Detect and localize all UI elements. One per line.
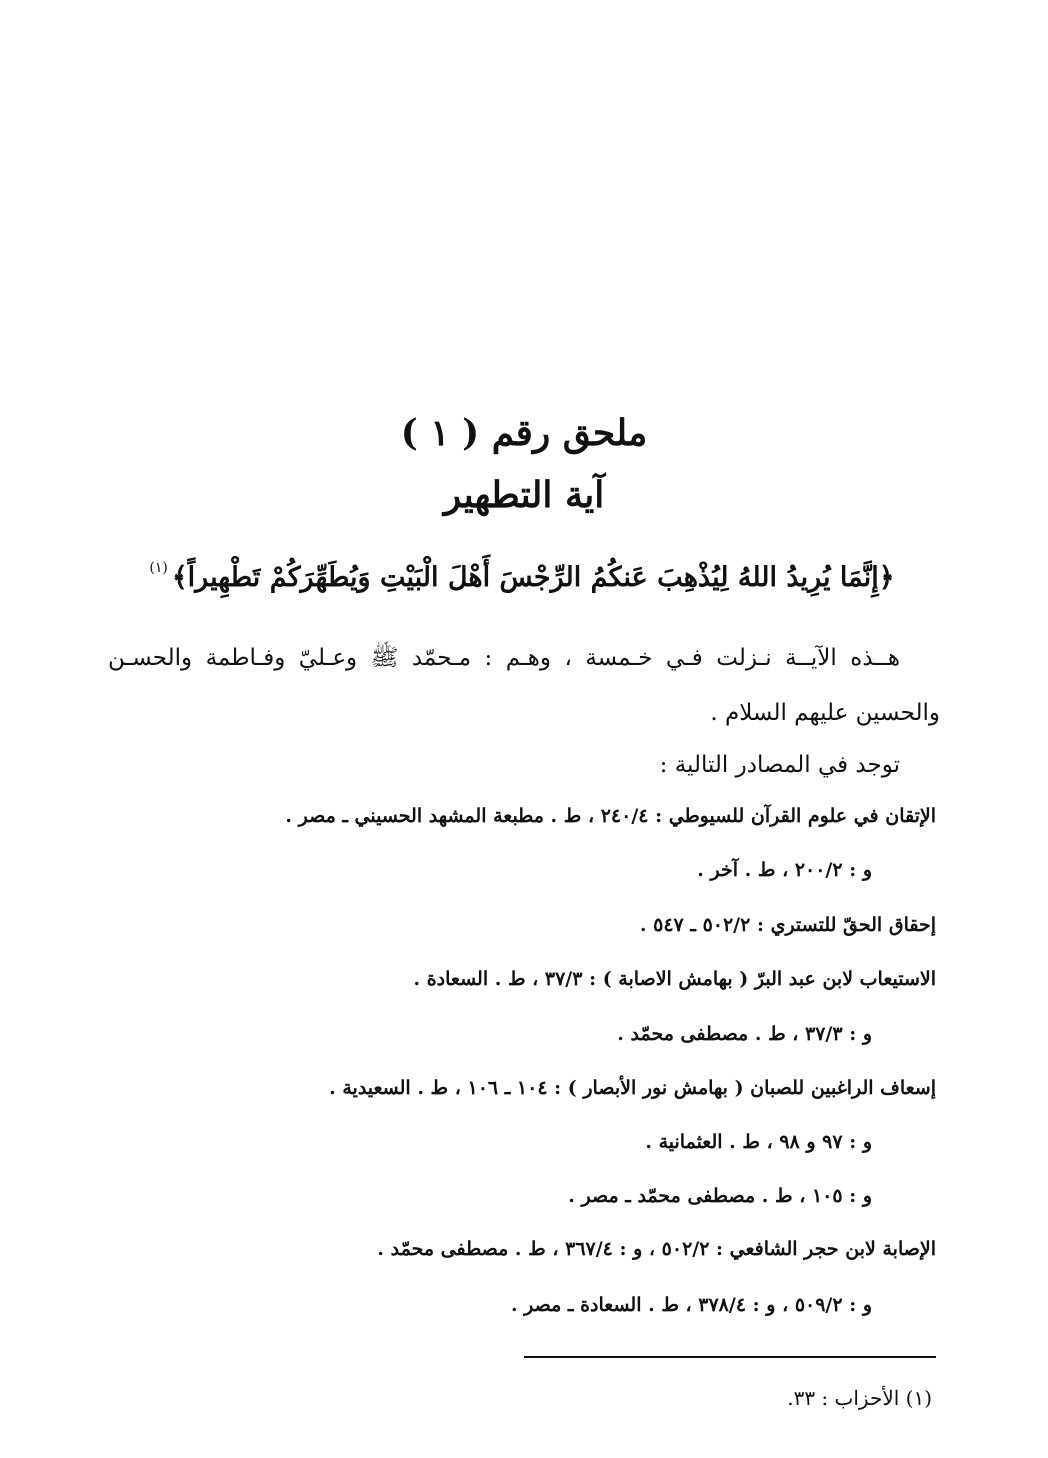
source-line: إسعاف الراغبين للصبان ( بهامش نور الأبصار ) : ١٠٤ ـ ١٠٦ ، ط . السعيدية . [329,1077,936,1099]
body-line-3: توجد في المصادر التالية : [659,752,900,778]
source-line: إحقاق الحقّ للتستري : ٥٠٢/٢ ـ ٥٤٧ . [639,914,936,936]
footnote: (١) الأحزاب : ٣٣. [787,1386,932,1410]
source-line: الإتقان في علوم القرآن للسيوطي : ٢٤٠/٤ ، ط . مطبعة المشهد الحسيني ـ مصر . [285,805,936,827]
appendix-title: ملحق رقم ( ١ ) [400,412,648,454]
source-line: و : ١٠٥ ، ط . مصطفى محمّد ـ مصر . [568,1185,872,1207]
source-line: و : ٢٠٠/٢ ، ط . آخر . [697,859,872,881]
verse-footnote-ref: (١) [149,560,168,576]
footnote-divider [524,1356,936,1358]
quran-verse [104,562,940,593]
source-line: و : ٩٧ و ٩٨ ، ط . العثمانية . [645,1131,872,1153]
verse-text: ﴿إِنَّمَا يُرِيدُ اللهُ لِيُذْهِبَ عَنكُمُ الرِّجْسَ أَهْلَ الْبَيْتِ وَيُطَهِّرَكُمْ تَطْهِيراً﴾ [171,562,895,593]
source-line: و : ٣٧/٣ ، ط . مصطفى محمّد . [617,1023,872,1045]
source-line: و : ٥٠٩/٢ ، و : ٣٧٨/٤ ، ط . السعادة ـ مصر . [510,1294,872,1316]
source-line: الإصابة لابن حجر الشافعي : ٥٠٢/٢ ، و : ٣٦٧/٤ ، ط . مصطفى محمّد . [377,1238,936,1260]
appendix-subtitle: آية التطهير [443,474,605,516]
body-line-1: هــذه الآيــة نـزلت فـي خـمسة ، وهـم : مـحمّد ﷺ وعـليّ وفـاطمة والحسـن [108,645,900,671]
body-line-2: والحسين عليهم السلام . [710,700,940,726]
source-line: الاستيعاب لابن عبد البرّ ( بهامش الاصابة ) : ٣٧/٣ ، ط . السعادة . [413,968,936,990]
